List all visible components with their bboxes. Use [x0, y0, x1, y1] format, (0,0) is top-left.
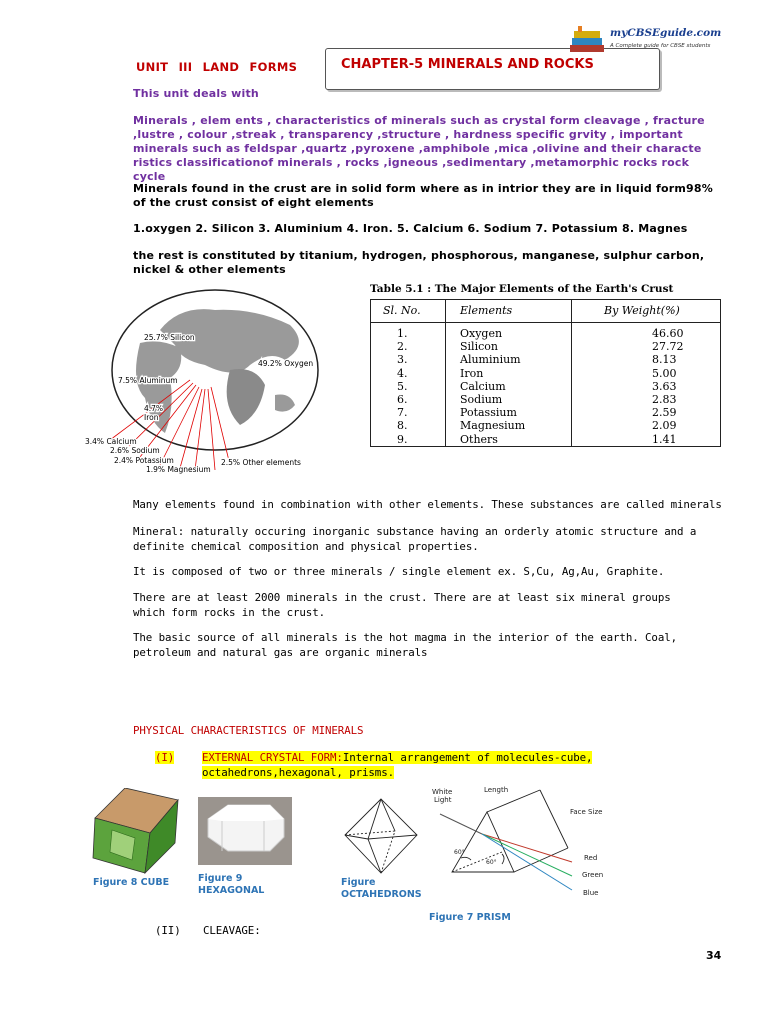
- table-row: [371, 419, 721, 432]
- label-magnesium: 1.9% Magnesium: [146, 465, 211, 474]
- paragraph-composition: It is composed of two or three minerals / single element ex. S,Cu, Ag,Au, Graphite.: [133, 565, 665, 578]
- item2-label: CLEAVAGE:: [203, 924, 261, 937]
- logo-subtext: A Complete guide for CBSE students: [610, 43, 711, 49]
- label-sodium: 2.6% Sodium: [110, 446, 160, 455]
- crust-paragraph: Minerals found in the crust are in solid form where as in intrior they are in liquid form98% of the crust consist of eight elements: [133, 182, 713, 209]
- item1-text1: Internal arrangement of molecules-cube,: [342, 751, 593, 764]
- cell-weight: 1.41: [572, 433, 721, 447]
- item1-text2: octahedrons,hexagonal, prisms.: [202, 765, 395, 779]
- caption-oct-line1: Figure: [341, 877, 376, 888]
- cell-element: Potassium: [446, 406, 572, 419]
- prism-label-blue: Blue: [583, 889, 599, 897]
- table-row: [371, 323, 721, 341]
- prism-label-red: Red: [584, 854, 598, 862]
- prism-label-light: Light: [434, 796, 452, 804]
- unit-title: UNIT III LAND FORMS: [136, 60, 298, 74]
- item1-label: EXTERNAL CRYSTAL FORM:: [202, 751, 343, 764]
- cell-slno: 8.: [371, 419, 446, 432]
- caption-oct-line2: OCTAHEDRONS: [341, 889, 422, 900]
- elements-list: 1.oxygen 2. Silicon 3. Aluminium 4. Iron. 5. Calcium 6. Sodium 7. Potassium 8. Magnes: [133, 222, 688, 235]
- header-weight: By Weight(%): [572, 300, 721, 323]
- logo-text: myCBSEguide.com: [610, 27, 722, 39]
- prism-angle-1: 60°: [454, 849, 465, 856]
- caption-cube: Figure 8 CUBE: [93, 877, 170, 888]
- cube-figure: [90, 788, 180, 876]
- paragraph-minerals: Many elements found in combination with other elements. These substances are called minerals: [133, 498, 722, 511]
- caption-hex-line2: HEXAGONAL: [198, 885, 265, 896]
- prism-label-white: White: [432, 788, 453, 796]
- elements-table-wrapper: [370, 299, 721, 447]
- header-elements: Elements: [446, 300, 572, 323]
- label-iron: Iron: [144, 413, 159, 422]
- table-row: [371, 380, 721, 393]
- item2-number: (II): [155, 924, 181, 937]
- octahedron-figure: [340, 797, 422, 877]
- paragraph-magma-source: The basic source of all minerals is the hot magma in the interior of the earth. Coal, petroleum and natural gas are organic minerals: [133, 631, 678, 659]
- prism-label-face: Face Size: [570, 808, 603, 816]
- cell-slno: 1.: [371, 323, 446, 341]
- caption-hex-line1: Figure 9: [198, 873, 243, 884]
- cell-slno: 7.: [371, 406, 446, 419]
- label-calcium: 3.4% Calcium: [85, 437, 137, 446]
- table-row: [371, 393, 721, 406]
- table-header-row: [371, 300, 721, 323]
- table-caption: Table 5.1 : The Major Elements of the Earth's Crust: [370, 283, 674, 295]
- item1-number: [155, 751, 174, 766]
- paragraph-mineral-definition: Mineral: naturally occuring inorganic substance having an orderly atomic structure and a definite chemical composition and physical properties.: [133, 525, 697, 553]
- label-other: 2.5% Other elements: [221, 458, 301, 467]
- unit-deals-heading: This unit deals with: [133, 87, 259, 100]
- caption-prism: Figure 7 PRISM: [429, 912, 511, 923]
- item1-text: [202, 751, 622, 780]
- topics-paragraph: Minerals , elem ents , characteristics of minerals such as crystal form cleavage , fracture ,lustre , colour ,streak , transparency ,structure , hardness specific grvity , important minerals such as feldspar ,quartz ,pyroxene ,amphibole ,mica ,olivine and their characte ristics classificationof minerals , rocks ,igneous ,sedimentary ,metamorphic rocks rock cycle: [133, 114, 705, 183]
- physical-characteristics-heading: PHYSICAL CHARACTERISTICS OF MINERALS: [133, 724, 364, 737]
- cell-slno: 9.: [371, 433, 446, 447]
- label-iron-pct: 4.7%: [144, 404, 164, 413]
- cell-element: Silicon: [446, 340, 572, 353]
- cell-weight: 46.60: [572, 323, 721, 341]
- label-potassium: 2.4% Potassium: [114, 456, 174, 465]
- cell-slno: 6.: [371, 393, 446, 406]
- cell-slno: 4.: [371, 367, 446, 380]
- header-slno: Sl. No.: [371, 300, 446, 323]
- table-row: [371, 367, 721, 380]
- table-row: [371, 433, 721, 447]
- table-row: [371, 406, 721, 419]
- cell-slno: 2.: [371, 340, 446, 353]
- cell-weight: 8.13: [572, 353, 721, 366]
- earth-crust-globe-diagram: [80, 285, 330, 475]
- cell-weight: 2.83: [572, 393, 721, 406]
- cell-weight: 5.00: [572, 367, 721, 380]
- books-icon: [568, 25, 608, 57]
- elements-table: [370, 299, 721, 447]
- prism-label-green: Green: [582, 871, 604, 879]
- cell-element: Oxygen: [446, 323, 572, 341]
- cell-weight: 3.63: [572, 380, 721, 393]
- chapter-title: CHAPTER-5 MINERALS AND ROCKS: [341, 57, 594, 72]
- label-aluminum: 7.5% Aluminum: [118, 376, 178, 385]
- table-row: [371, 353, 721, 366]
- cell-element: Others: [446, 433, 572, 447]
- label-oxygen: 49.2% Oxygen: [258, 359, 314, 368]
- site-logo: [568, 25, 722, 57]
- cell-element: Calcium: [446, 380, 572, 393]
- table-row: [371, 340, 721, 353]
- paragraph-mineral-count: There are at least 2000 minerals in the crust. There are at least six mineral groups which form rocks in the crust.: [133, 591, 671, 619]
- caption-octahedrons: [341, 877, 422, 901]
- hexagonal-figure: [198, 797, 292, 865]
- cell-weight: 27.72: [572, 340, 721, 353]
- cell-element: Aluminium: [446, 353, 572, 366]
- rest-paragraph: the rest is constituted by titanium, hydrogen, phosphorous, manganese, sulphur carbon, nickel & other elements: [133, 249, 705, 276]
- cell-element: Sodium: [446, 393, 572, 406]
- cell-element: Magnesium: [446, 419, 572, 432]
- caption-hexagonal: [198, 873, 264, 897]
- prism-label-length: Length: [484, 786, 509, 794]
- label-silicon: 25.7% Silicon: [144, 333, 195, 342]
- item1-num: (I): [155, 751, 175, 764]
- cell-slno: 3.: [371, 353, 446, 366]
- prism-angle-2: 60°: [486, 859, 497, 866]
- cell-slno: 5.: [371, 380, 446, 393]
- prism-figure: [432, 784, 612, 904]
- cell-element: Iron: [446, 367, 572, 380]
- page-number: 34: [706, 949, 722, 962]
- cell-weight: 2.09: [572, 419, 721, 432]
- cell-weight: 2.59: [572, 406, 721, 419]
